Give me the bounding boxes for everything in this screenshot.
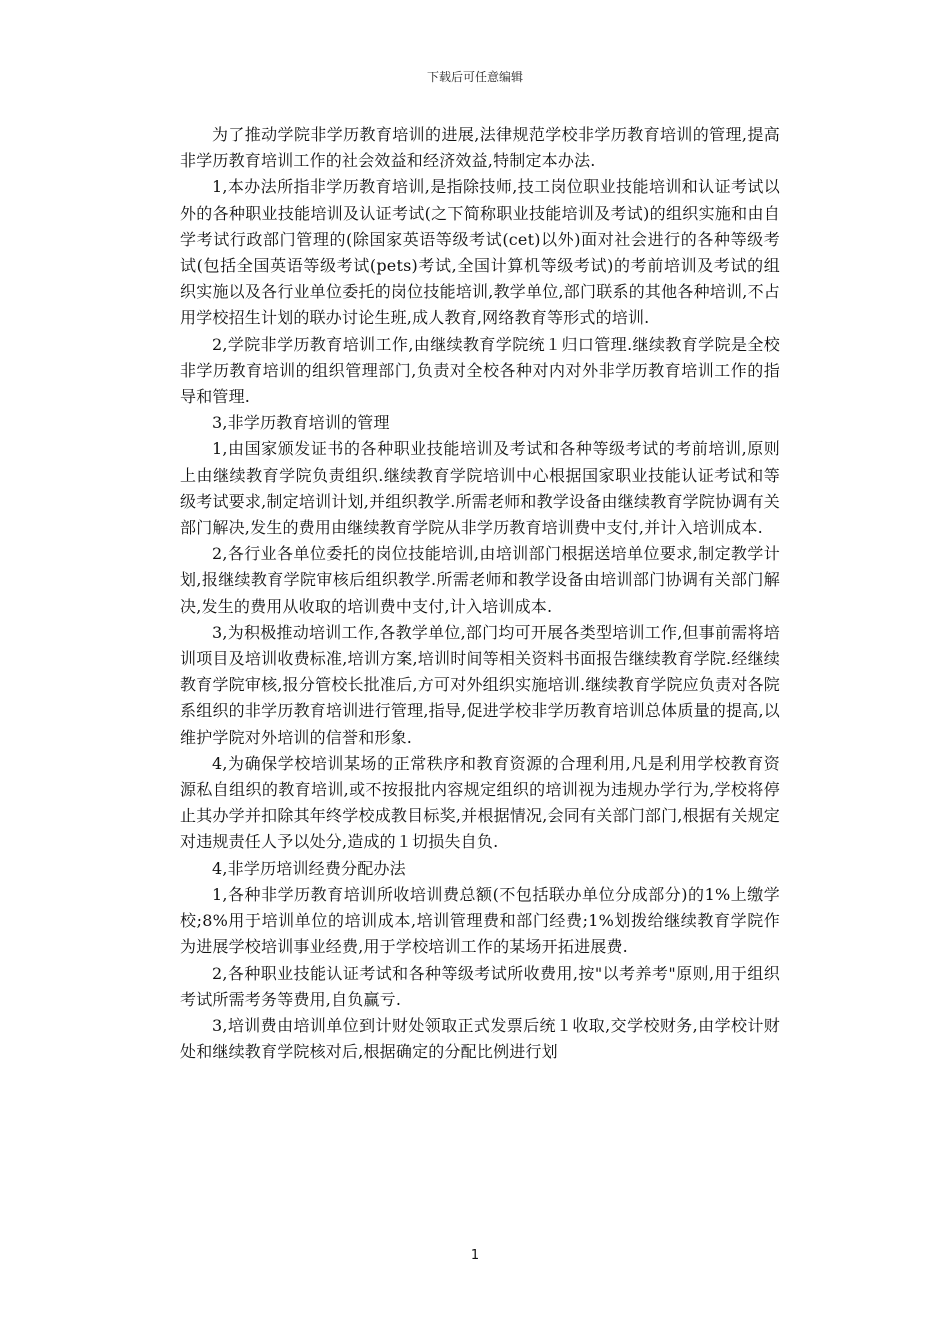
page-header: 下载后可任意编辑 — [426, 70, 523, 84]
section-heading-management: 3,非学历教育培训的管理 — [212, 413, 390, 433]
funding-clause-1: 1,各种非学历教育培训所收培训费总额(不包括联办单位分成部分)的1%上缴学校;8%用于培训单位的培训成本,培训管理费和部门经费;1%划拨给继续教育学院作为进展学校培训事业经费,用于学校培训工作的某场开拓进展费. — [180, 884, 780, 957]
funding-clause-2: 2,各种职业技能认证考试和各种等级考试所收费用,按"以考养考"原则,用于组织考试所需考务等费用,自负赢亏. — [180, 963, 780, 1009]
funding-clause-3: 3,培训费由培训单位到计财处领取正式发票后统１收取,交学校财务,由学校计财处和继续教育学院核对后,根据确定的分配比例进行划 — [180, 1015, 780, 1062]
sub-clause-4-violations: 4,为确保学校培训某场的正常秩序和教育资源的合理利用,凡是利用学校教育资源私自组织的教育培训,或不按报批内容规定组织的培训视为违规办学行为,学校将停止其办学并扣除其年终学校成教目标奖,并根据情况,会同有关部门部门,根据有关规定对违规责任人予以处分,造成的１切损失自负. — [180, 753, 780, 852]
intro-paragraph: 为了推动学院非学历教育培训的进展,法律规范学校非学历教育培训的管理,提高非学历教育培训工作的社会效益和经济效益,特制定本办法. — [180, 125, 780, 171]
clause-1-scope: 1,本办法所指非学历教育培训,是指除技师,技工岗位职业技能培训和认证考试以外的各种职业技能培训及认证考试(之下简称职业技能培训及考试)的组织实施和由自学考试行政部门管理的(除国家英语等级考试(cet)以外)面对社会进行的各种等级考试(包括全国英语等级考试(pets)考试,全国计算机等级考试)的考前培训及考试的组织实施以及各行业单位委托的岗位技能培训,教学单位,部门联系的其他各种培训,不占用学校招生计划的联办讨论生班,成人教育,网络教育等形式的培训. — [180, 177, 780, 328]
document-body — [180, 122, 780, 1065]
clause-2-management-unit: 2,学院非学历教育培训工作,由继续教育学院统１归口管理.继续教育学院是全校非学历教育培训的组织管理部门,负责对全校各种对内对外非学历教育培训工作的指导和管理. — [180, 334, 780, 407]
page-number: 1 — [470, 1248, 480, 1263]
sub-clause-2-commissioned-training: 2,各行业各单位委托的岗位技能培训,由培训部门根据送培单位要求,制定教学计划,报继续教育学院审核后组织教学.所需老师和教学设备由培训部门协调有关部门解决,发生的费用从收取的培训费中支付,计入培训成本. — [180, 544, 780, 616]
section-heading-funding: 4,非学历培训经费分配办法 — [212, 858, 406, 878]
sub-clause-1-certificate-training: 1,由国家颁发证书的各种职业技能培训及考试和各种等级考试的考前培训,原则上由继续教育学院负责组织.继续教育学院培训中心根据国家职业技能认证考试和等级考试要求,制定培训计划,并组织教学.所需老师和教学设备由继续教育学院协调有关部门解决,发生的费用由继续教育学院从非学历教育培训费中支付,并计入培训成本. — [180, 439, 780, 538]
sub-clause-3-unit-training: 3,为积极推动培训工作,各教学单位,部门均可开展各类型培训工作,但事前需将培训项目及培训收费标准,培训方案,培训时间等相关资料书面报告继续教育学院.经继续教育学院审核,报分管校长批准后,方可对外组织实施培训.继续教育学院应负责对各院系组织的非学历教育培训进行管理,指导,促进学校非学历教育培训总体质量的提高,以维护学院对外培训的信誉和形象. — [180, 622, 780, 747]
